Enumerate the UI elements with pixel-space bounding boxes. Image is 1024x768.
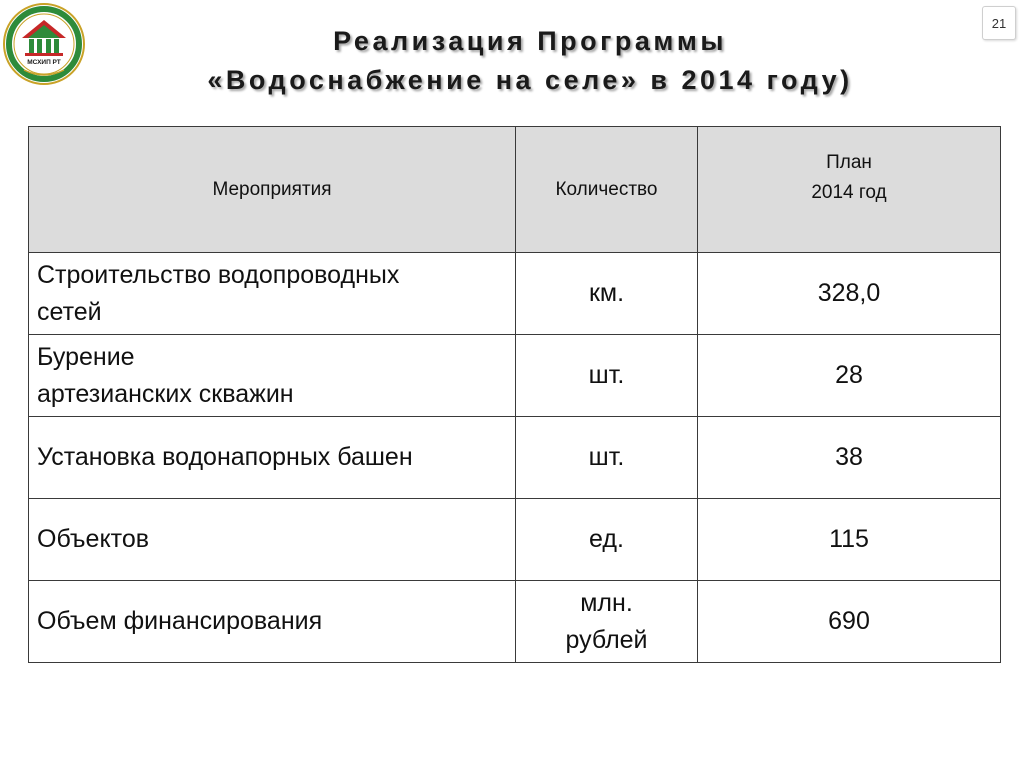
page-title-line-1: Реализация Программы [333,26,727,56]
activity-line: артезианских скважин [37,379,294,408]
value-cell: 28 [698,335,1001,417]
page-number: 21 [982,6,1016,40]
activity-cell [29,499,516,581]
value-cell: 690 [698,581,1001,663]
header-plan-line-2: 2014 год [811,181,887,203]
activity-cell [29,417,516,499]
unit-line: шт. [588,361,625,389]
header-activities: Мероприятия [29,127,516,253]
table-row [29,335,1001,417]
unit-line: ед. [589,525,624,553]
table-row [29,417,1001,499]
unit-line: км. [588,279,625,307]
activity-line: Объем финансирования [37,607,323,635]
activity-cell [29,335,516,417]
unit-cell [516,581,698,663]
value-cell: 115 [698,499,1001,581]
activity-cell [29,253,516,335]
unit-cell [516,499,698,581]
activity-cell [29,581,516,663]
unit-line: млн. [580,588,633,617]
unit-cell [516,335,698,417]
logo-label: МСХИП РТ [27,59,61,66]
unit-cell [516,253,698,335]
table-row [29,499,1001,581]
value-cell: 328,0 [698,253,1001,335]
header-plan-line-1: План [826,151,872,173]
header-quantity: Количество [516,127,698,253]
activity-line: Строительство водопроводных [37,260,400,289]
header-plan [698,127,1001,253]
page-title [100,22,960,100]
value-cell: 38 [698,417,1001,499]
unit-cell [516,417,698,499]
table-row [29,581,1001,663]
table-row [29,253,1001,335]
page-title-line-2: «Водоснабжение на селе» в 2014 году) [207,65,853,95]
activity-line: сетей [37,297,102,326]
unit-line: рублей [565,625,648,654]
table-header-row [29,127,1001,253]
activity-line: Объектов [37,525,150,553]
program-table [28,126,1001,663]
ministry-logo-icon [2,2,86,86]
activity-line: Бурение [37,342,135,371]
unit-line: шт. [588,443,625,471]
activity-line: Установка водонапорных башен [37,443,413,471]
